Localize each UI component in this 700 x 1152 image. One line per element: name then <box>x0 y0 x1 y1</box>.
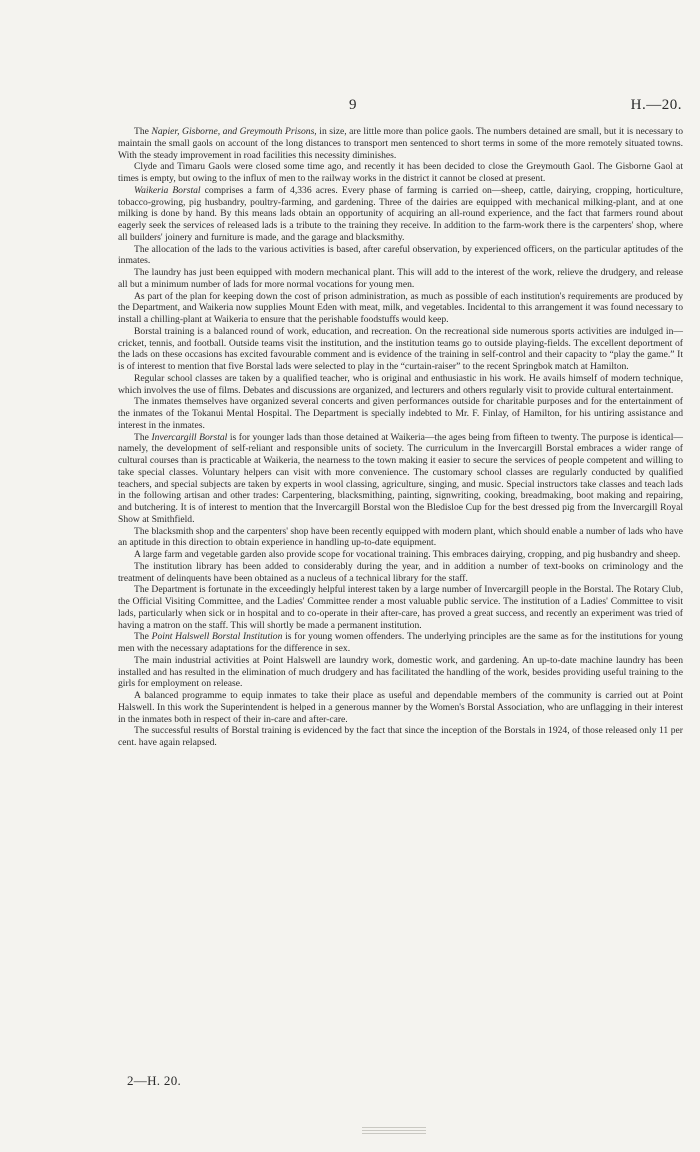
signature-mark: 2—H. 20. <box>127 1073 182 1088</box>
page-number: 9 <box>349 97 357 113</box>
paragraph <box>118 244 683 268</box>
paragraph <box>118 690 683 725</box>
paragraph-text: The inmates themselves have organized several concerts and given performances outside for charitable purposes and for the entertainment of the inmates of the Tokanui Mental Hospital. The Department is specially indebted to Mr. F. Finlay, of Hamilton, for his untiring assistance and interest in the inmates. <box>118 396 683 431</box>
paragraph <box>118 185 683 244</box>
paragraph-text: The blacksmith shop and the carpenters' shop have been recently equipped with modern plant, which should enable a number of lads who have an aptitude in this direction to obtain experience in handling up-to-date equipment. <box>118 525 683 549</box>
report-code: H.—20. <box>630 97 682 113</box>
paragraph <box>118 725 683 749</box>
paragraph <box>118 326 683 373</box>
paragraph <box>118 526 683 550</box>
paragraph <box>118 549 683 561</box>
paragraph <box>118 291 683 326</box>
paragraph-text: is for younger lads than those detained at Waikeria—the ages being from fifteen to twenty. The purpose is identical—namely, the development of self-reliant and responsible units of society. The curriculum in the Invercargill Borstal embraces a wider range of cultural courses than is practicable at Waikeria, the nearness to the town making it easier to secure the services of people competent and willing to take special classes. Voluntary helpers can visit with more convenience. The customary school classes are regularly conducted by qualified teachers, and special subjects are taken by experts in wool classing, agriculture, singing, and music. Special instructors take classes and teach lads in the following artisan and other trades: Carpentering, blacksmithing, painting, signwriting, cooking, breadmaking, boot making and repairing, and butchering. It is of interest to mention that the Invercargill Borstal won the Bledisloe Cup for the best dressed pig from the Invercargill Royal Show at Smithfield. <box>118 431 683 525</box>
paragraph-lead: The <box>134 126 152 137</box>
paragraph <box>118 561 683 585</box>
paragraph-lead: The <box>134 431 152 443</box>
paragraph-text: is for young women offenders. The underlying principles are the same as for the institutions for young men with the necessary adaptations for the difference in sex. <box>118 631 683 654</box>
body-text <box>118 126 683 749</box>
paragraph-text: The successful results of Borstal training is evidenced by the fact that since the inception of the Borstals in 1924, of those released only 11 per cent. have again relapsed. <box>118 725 683 748</box>
paragraph <box>118 267 683 291</box>
paragraph-emphasis: Point Halswell Borstal Institution <box>151 631 283 643</box>
paragraph-text: A balanced programme to equip inmates to take their place as useful and dependable members of the community is carried out at Point Halswell. In this work the Superintendent is helped in a generous manner by the Women's Borstal Association, who are unflagging in their interest in the inmates both in respect of their in-care and after-care. <box>118 690 683 725</box>
paragraph <box>118 373 683 397</box>
paragraph <box>118 432 683 526</box>
paragraph <box>118 161 683 185</box>
paragraph-text: A large farm and vegetable garden also provide scope for vocational training. This embraces dairying, cropping, and pig husbandry and sheep. <box>134 549 681 560</box>
paragraph-text: Regular school classes are taken by a qualified teacher, who is original and enthusiastic in his work. He avails himself of modern technique, which involves the use of films. Debates and discussions are organized, and lecturers and others regularly visit to provide cultural entertainment. <box>118 372 683 396</box>
paragraph-text: The institution library has been added to considerably during the year, and in addition a number of text-books on criminology and the treatment of delinquents have been obtained as a nucleus of a technical library for the staff. <box>118 560 683 584</box>
paragraph-text: Borstal training is a balanced round of work, education, and recreation. On the recreational side numerous sports activities are indulged in—cricket, tennis, and football. Outside teams visit the institution, and the institution teams go to outside playing-fields. The excellent deportment of the lads on these occasions has excited favourable comment and is evidence of the training in self-control and their capacity to “play the game.” It is of interest to mention that five Borstal lads were selected to play in the “curtain-raiser” to the recent Springbok match at Hamilton. <box>118 325 683 372</box>
paragraph-text: The allocation of the lads to the various activities is based, after careful observation, by experienced officers, on the particular aptitudes of the inmates. <box>118 243 683 267</box>
footer-rule <box>362 1127 426 1135</box>
paragraph-lead: The <box>134 631 152 643</box>
paragraph-emphasis: Waikeria Borstal <box>134 184 201 196</box>
paragraph-text: comprises a farm of 4,336 acres. Every phase of farming is carried on—sheep, cattle, dairying, cropping, horticulture, tobacco-growing, pig husbandry, poultry-farming, and gardening. Three of the dairies are equipped with mechanical milking-plant, and at one milking is done by hand. By this means lads obtain an opportunity of acquiring an all-round experience, and the fact that farmers round about eagerly seek the services of released lads is a tribute to the training they receive. In addition to the farm-work there is the carpenters' shop, where all builders' joinery and furniture is made, and the garage and blacksmithy. <box>118 184 684 243</box>
page-header <box>118 97 682 117</box>
paragraph <box>118 126 683 161</box>
paragraph-text: The Department is fortunate in the exceedingly helpful interest taken by a large number of Invercargill people in the Borstal. The Rotary Club, the Official Visiting Committee, and the Ladies' Committee render a most valuable public service. The institution of a Ladies' Committee to visit lads, particularly when sick or in hospital and to co-operate in their after-care, has proved a great success, and recently an experiment was tried of having a matron on the staff. This will shortly be made a permanent institution. <box>118 584 683 631</box>
paragraph-text: As part of the plan for keeping down the cost of prison administration, as much as possible of each institution's requirements are produced by the Department, and Waikeria now supplies Mount Eden with meat, milk, and vegetables. Incidental to this arrangement it was found necessary to install a chilling-plant at Waikeria to ensure that the perishable foodstuffs would keep. <box>118 290 683 325</box>
paragraph <box>118 584 683 631</box>
paragraph-emphasis: Invercargill Borstal <box>151 431 228 443</box>
paragraph-text: Clyde and Timaru Gaols were closed some time ago, and recently it has been decided to close the Greymouth Gaol. The Gisborne Gaol at times is empty, but owing to the influx of men to the railway works in the district it cannot be closed at present. <box>118 161 683 184</box>
paragraph <box>118 396 683 431</box>
paragraph-text: The laundry has just been equipped with modern mechanical plant. This will add to the interest of the work, relieve the drudgery, and release all but a minimum number of lads for more normal vocations for young men. <box>118 267 683 290</box>
paragraph <box>118 631 683 655</box>
paragraph-emphasis: Napier, Gisborne, and Greymouth Prisons, <box>151 126 317 137</box>
paragraph-text: The main industrial activities at Point Halswell are laundry work, domestic work, and gardening. An up-to-date machine laundry has been installed and has resulted in the elimination of much drudgery and has facilitated the handling of the work, besides providing useful training to the girls for employment on release. <box>118 654 683 690</box>
paragraph-text: in size, are little more than police gaols. The numbers detained are small, but it is necessary to maintain the small gaols on account of the long distances to transport men sentenced to short terms in some of the more remotely situated towns. With the steady improvement in road facilities this necessity diminishes. <box>118 126 683 161</box>
paragraph <box>118 655 683 690</box>
